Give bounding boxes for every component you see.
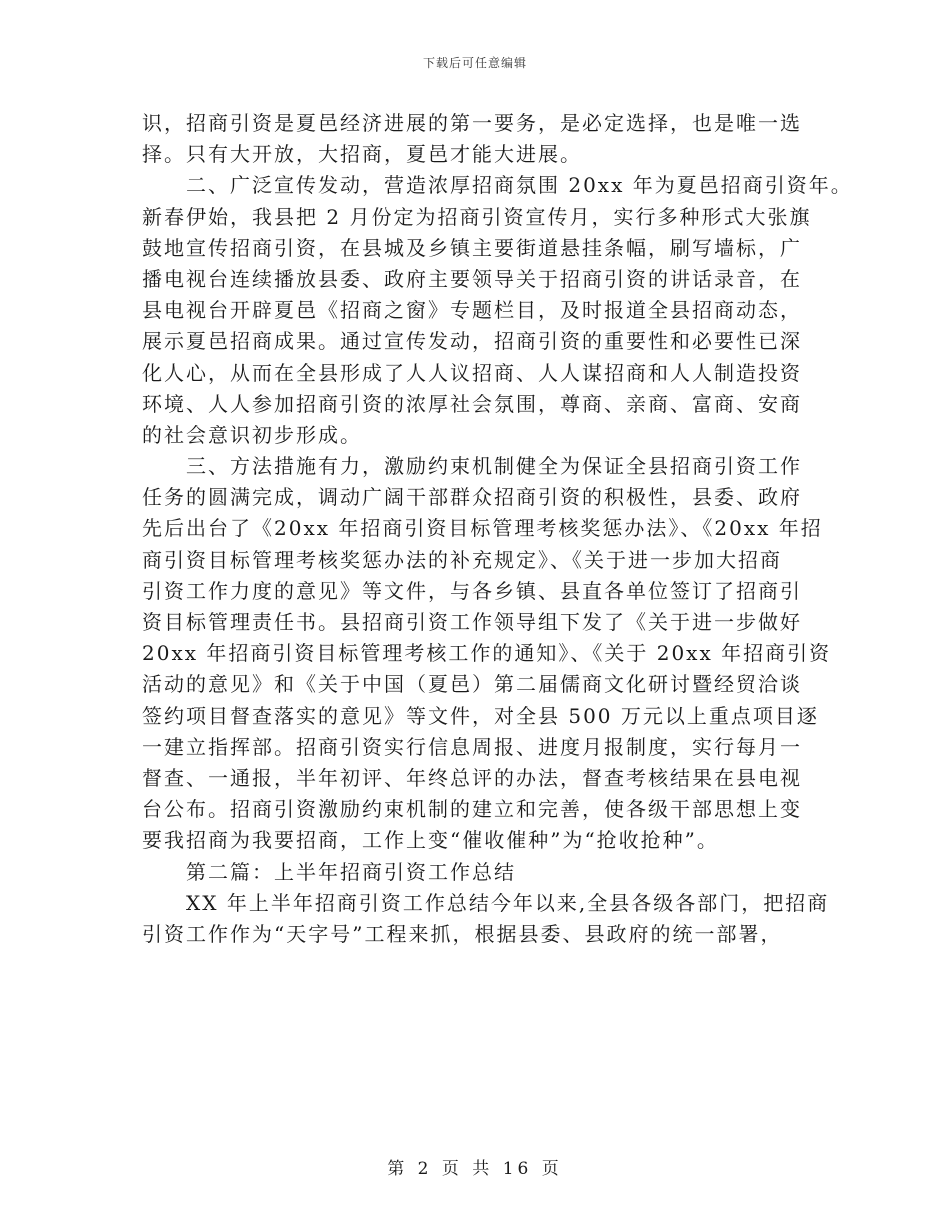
- text-line: 择。只有大开放，大招商，夏邑才能大进展。: [142, 142, 582, 167]
- text-line: 环境、人人参加招商引资的浓厚社会氛围，尊商、亲商、富商、安商: [142, 391, 802, 416]
- section-heading: 第二篇：上半年招商引资工作总结: [186, 859, 516, 884]
- text-line: 商引资目标管理考核奖惩办法的补充规定》、《关于进一步加大招商: [142, 547, 782, 572]
- text-line: 的社会意识初步形成。: [142, 422, 362, 447]
- text-line: 鼓地宣传招商引资，在县城及乡镇主要街道悬挂条幅，刷写墙标，广: [142, 235, 802, 260]
- paragraph-start-line: XX 年上半年招商引资工作总结今年以来,全县各级各部门，把招商: [186, 890, 830, 915]
- body-text: [142, 108, 853, 950]
- text-line: 化人心，从而在全县形成了人人议招商、人人谋招商和人人制造投资: [142, 360, 802, 385]
- text-line: 活动的意见》和《关于中国（夏邑）第二届儒商文化研讨暨经贸洽谈: [142, 672, 802, 697]
- text-line: 任务的圆满完成，调动广阔干部群众招商引资的积极性，县委、政府: [142, 485, 802, 510]
- text-line: 督查、一通报，半年初评、年终总评的办法，督查考核结果在县电视: [142, 765, 802, 790]
- paragraph-start-line: 三、方法措施有力，激励约束机制健全为保证全县招商引资工作: [186, 454, 802, 479]
- text-line: 引资工作力度的意见》等文件，与各乡镇、县直各单位签订了招商引: [142, 578, 802, 603]
- text-line: 台公布。招商引资激励约束机制的建立和完善，使各级干部思想上变: [142, 797, 802, 822]
- text-line: 先后出台了《20xx 年招商引资目标管理考核奖惩办法》、《20xx 年招: [142, 516, 823, 541]
- text-line: 引资工作作为“天字号”工程来抓，根据县委、县政府的统一部署，: [142, 921, 783, 946]
- text-line: 播电视台连续播放县委、政府主要领导关于招商引资的讲话录音，在: [142, 266, 802, 291]
- text-line: 识，招商引资是夏邑经济进展的第一要务，是必定选择，也是唯一选: [142, 111, 802, 135]
- text-line: 20xx 年招商引资目标管理考核工作的通知》、《关于 20xx 年招商引资: [142, 641, 832, 666]
- paragraph-start-line: 二、广泛宣传发动，营造浓厚招商氛围 20xx 年为夏邑招商引资年。: [186, 173, 853, 198]
- text-line: 县电视台开辟夏邑《招商之窗》专题栏目，及时报道全县招商动态，: [142, 298, 802, 323]
- text-line: 要我招商为我要招商，工作上变“催收催种”为“抢收抢种”。: [142, 828, 719, 853]
- page-header: 下载后可任意编辑: [422, 56, 527, 70]
- text-line: 资目标管理责任书。县招商引资工作领导组下发了《关于进一步做好: [142, 610, 802, 634]
- text-line: 新春伊始，我县把 2 月份定为招商引资宣传月，实行多种形式大张旗: [142, 204, 812, 229]
- text-line: 展示夏邑招商成果。通过宣传发动，招商引资的重要性和必要性已深: [142, 329, 802, 354]
- text-line: 一建立指挥部。招商引资实行信息周报、进度月报制度，实行每月一: [142, 734, 802, 759]
- text-line: 签约项目督查落实的意见》等文件，对全县 500 万元以上重点项目逐: [142, 703, 819, 728]
- page-footer: 第 2 页 共 16 页: [387, 1159, 563, 1179]
